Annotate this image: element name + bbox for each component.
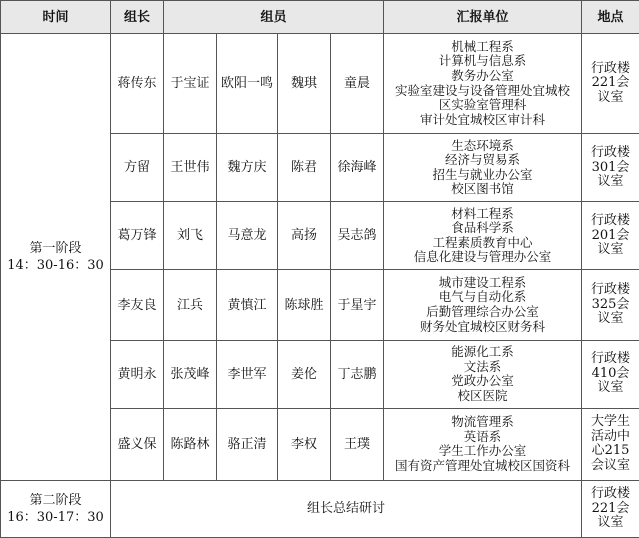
unit-line: 工程素质教育中心 bbox=[432, 234, 533, 250]
location-line: 议室 bbox=[597, 89, 624, 105]
stage-2-cell bbox=[1, 480, 111, 537]
location-line: 议室 bbox=[597, 515, 624, 531]
member-cell: 黄慎江 bbox=[217, 270, 278, 340]
location-line: 行政楼 bbox=[591, 145, 631, 160]
location-cell bbox=[582, 340, 639, 408]
member-cell: 王璞 bbox=[331, 408, 384, 480]
location-line: 心215 bbox=[591, 443, 630, 459]
unit-line: 学生工作办公室 bbox=[438, 443, 527, 459]
location-line: 议室 bbox=[597, 242, 624, 258]
header-row bbox=[1, 1, 639, 34]
leader-cell: 李友良 bbox=[111, 270, 164, 340]
member-cell: 童晨 bbox=[331, 34, 384, 134]
member-cell: 欧阳一鸣 bbox=[217, 34, 278, 134]
unit-line: 电气与自动化系 bbox=[438, 289, 527, 305]
location-line: 活动中 bbox=[591, 428, 631, 444]
header-units: 汇报单位 bbox=[384, 1, 582, 34]
unit-line: 计算机与信息系 bbox=[438, 53, 527, 69]
location-line: 221会 bbox=[591, 75, 630, 91]
stage-2-activity: 组长总结研讨 bbox=[111, 480, 582, 537]
location-line: 行政楼 bbox=[591, 486, 631, 502]
unit-line: 物流管理系 bbox=[451, 414, 514, 430]
unit-line: 招生与就业办公室 bbox=[432, 166, 533, 182]
unit-line: 后勤管理综合办公室 bbox=[426, 304, 539, 319]
location-line: 大学生 bbox=[591, 414, 631, 430]
header-time: 时间 bbox=[1, 1, 111, 34]
units-cell bbox=[384, 340, 582, 408]
location-cell bbox=[582, 408, 639, 480]
member-cell: 李权 bbox=[278, 408, 331, 480]
header-members: 组员 bbox=[164, 1, 384, 34]
member-cell: 姜伦 bbox=[278, 340, 331, 408]
location-line: 行政楼 bbox=[591, 282, 631, 298]
location-cell bbox=[582, 270, 639, 340]
leader-cell: 黄明永 bbox=[111, 340, 164, 408]
location-line: 议室 bbox=[597, 311, 624, 327]
stage-2-time: 16：30-17：30 bbox=[7, 509, 104, 525]
units-cell bbox=[384, 408, 582, 480]
unit-line: 英语系 bbox=[463, 428, 502, 444]
member-cell: 魏琪 bbox=[278, 34, 331, 134]
unit-line: 教务办公室 bbox=[451, 68, 514, 83]
location-cell bbox=[582, 134, 639, 202]
location-cell bbox=[582, 34, 639, 134]
member-cell: 陈球胜 bbox=[278, 270, 331, 340]
stage-1-name: 第一阶段 bbox=[29, 240, 82, 256]
header-leader: 组长 bbox=[111, 1, 164, 34]
location-line: 325会 bbox=[591, 296, 630, 312]
units-cell bbox=[384, 270, 582, 340]
member-cell: 吴志鸽 bbox=[331, 202, 384, 270]
stage-1-time: 14：30-16：30 bbox=[7, 257, 104, 273]
unit-line: 经济与贸易系 bbox=[445, 152, 521, 168]
unit-line: 党政办公室 bbox=[451, 373, 514, 389]
units-cell bbox=[384, 134, 582, 202]
member-cell: 陈君 bbox=[278, 134, 331, 202]
unit-line: 材料工程系 bbox=[451, 205, 514, 221]
unit-line: 城市建设工程系 bbox=[438, 274, 527, 290]
stage-1-cell bbox=[1, 34, 111, 481]
location-line: 议室 bbox=[597, 380, 624, 396]
unit-line: 机械工程系 bbox=[451, 38, 514, 54]
unit-line: 财务处宜城校区财务科 bbox=[420, 318, 546, 334]
member-cell: 魏方庆 bbox=[217, 134, 278, 202]
units-cell bbox=[384, 202, 582, 270]
stage-2-row bbox=[1, 480, 639, 537]
stage-2-name: 第二阶段 bbox=[29, 492, 82, 508]
member-cell: 于宝证 bbox=[164, 34, 217, 134]
member-cell: 李世军 bbox=[217, 340, 278, 408]
location-line: 301会 bbox=[591, 159, 630, 175]
member-cell: 骆正清 bbox=[217, 408, 278, 480]
unit-line: 实验室建设与设备管理处宜城校 bbox=[395, 82, 571, 98]
member-cell: 江兵 bbox=[164, 270, 217, 340]
location-line: 行政楼 bbox=[591, 213, 631, 229]
units-cell bbox=[384, 34, 582, 134]
member-cell: 丁志鹏 bbox=[331, 340, 384, 408]
unit-line: 信息化建设与管理办公室 bbox=[413, 249, 552, 265]
unit-line: 文法系 bbox=[463, 358, 502, 374]
location-line: 201会 bbox=[591, 227, 630, 243]
member-cell: 马意龙 bbox=[217, 202, 278, 270]
member-cell: 陈路林 bbox=[164, 408, 217, 480]
location-line: 行政楼 bbox=[591, 60, 631, 76]
member-cell: 王世伟 bbox=[164, 134, 217, 202]
unit-line: 能源化工系 bbox=[451, 343, 514, 359]
location-cell bbox=[582, 202, 639, 270]
unit-line: 国有资产管理处宜城校区国资科 bbox=[395, 457, 571, 473]
unit-line: 审计处宜城校区审计科 bbox=[420, 111, 546, 127]
member-cell: 张茂峰 bbox=[164, 340, 217, 408]
location-line: 议室 bbox=[597, 174, 624, 189]
location-cell bbox=[582, 480, 639, 537]
leader-cell: 盛义保 bbox=[111, 408, 164, 480]
location-line: 221会 bbox=[591, 500, 630, 516]
location-line: 410会 bbox=[591, 365, 630, 381]
unit-line: 食品科学系 bbox=[451, 220, 514, 236]
member-cell: 徐海峰 bbox=[331, 134, 384, 202]
unit-line: 生态环境系 bbox=[451, 137, 514, 153]
location-line: 行政楼 bbox=[591, 351, 631, 367]
leader-cell: 蒋传东 bbox=[111, 34, 164, 134]
unit-line: 校区医院 bbox=[457, 387, 508, 403]
unit-line: 区实验室管理科 bbox=[438, 97, 527, 113]
member-cell: 刘飞 bbox=[164, 202, 217, 270]
location-line: 会议室 bbox=[591, 457, 631, 473]
leader-cell: 葛万锋 bbox=[111, 202, 164, 270]
leader-cell: 方留 bbox=[111, 134, 164, 202]
member-cell: 高扬 bbox=[278, 202, 331, 270]
unit-line: 校区图书馆 bbox=[451, 181, 514, 197]
header-location: 地点 bbox=[582, 1, 639, 34]
member-cell: 于星宇 bbox=[331, 270, 384, 340]
group-row bbox=[1, 34, 639, 134]
